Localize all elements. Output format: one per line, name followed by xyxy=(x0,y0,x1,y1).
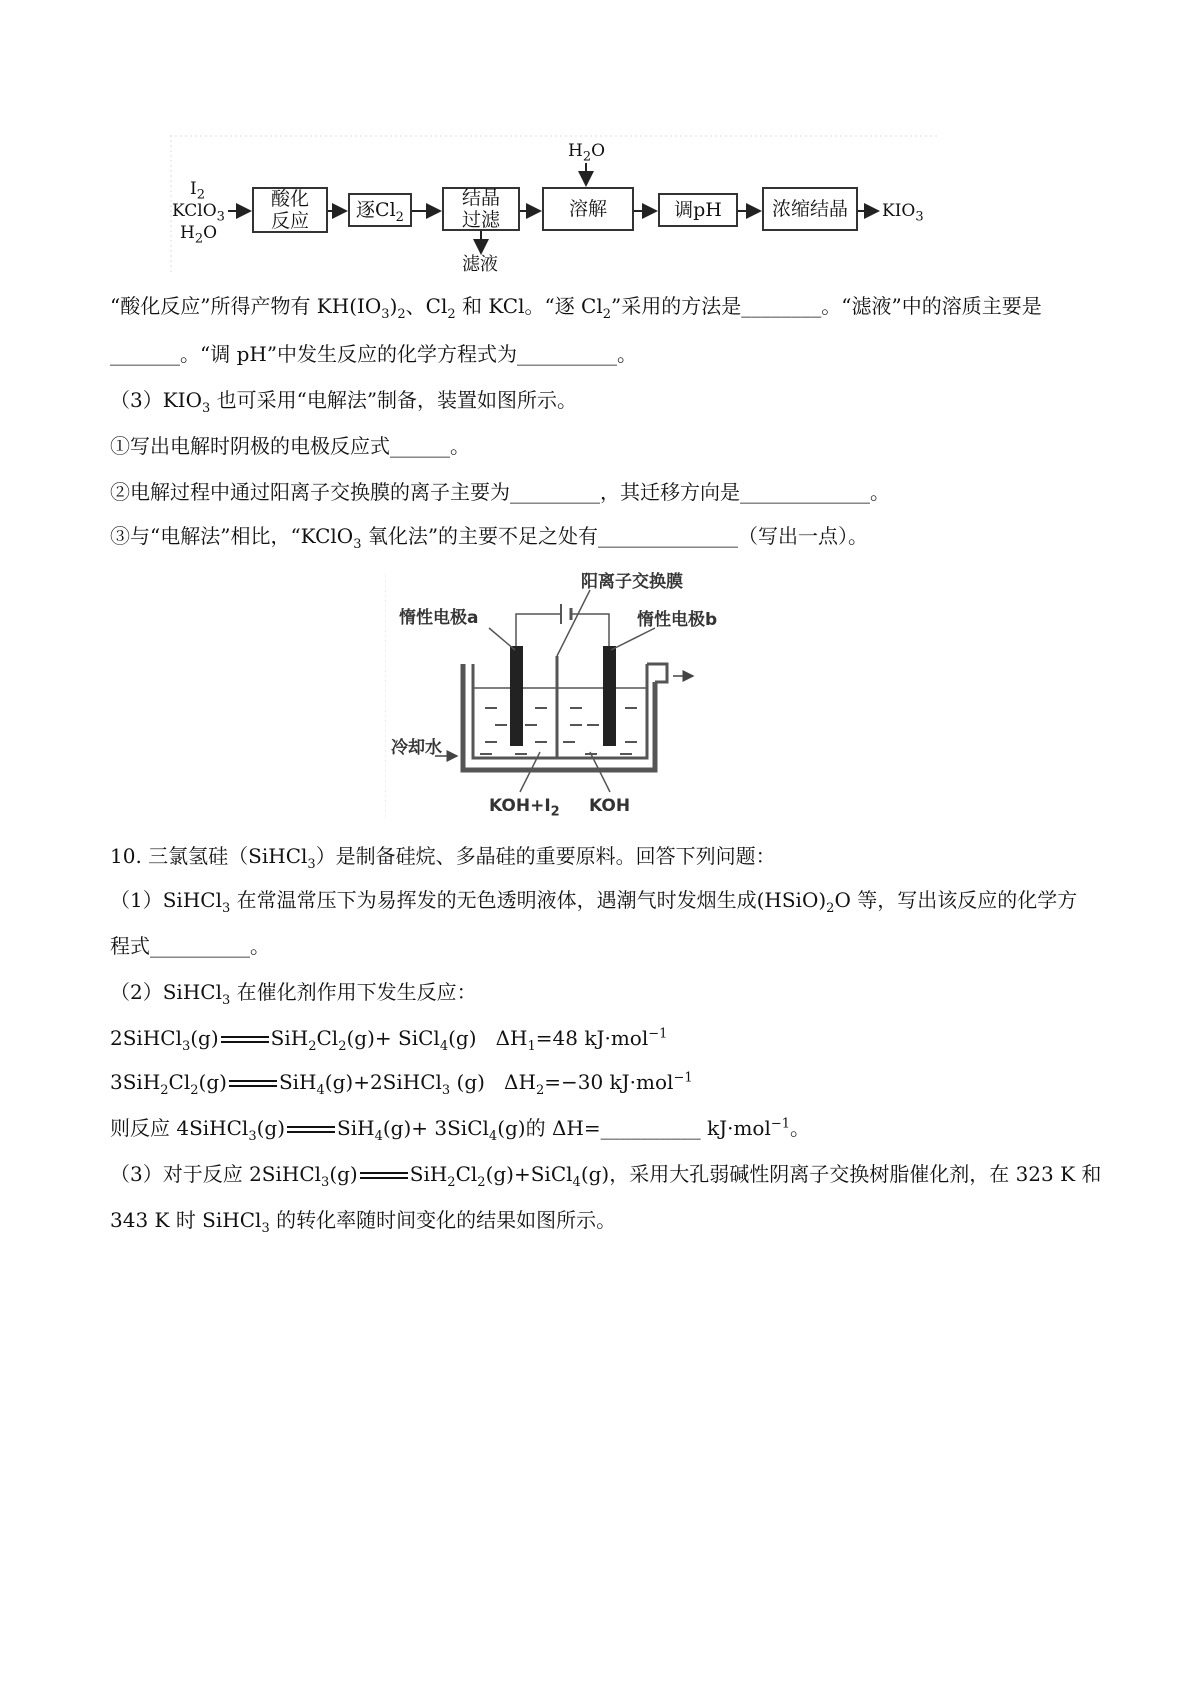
q10-part1-cont: 程式__________。 xyxy=(110,934,270,958)
q10-heading: 10. 三氯氢硅（SiHCl$_3$）是制备硅烷、多晶硅的重要原料。回答下列问题： xyxy=(110,844,776,872)
box-adjust-ph: 调pH xyxy=(658,193,738,227)
product-kio3: $KIO_3$ xyxy=(882,201,924,225)
equilibrium-sign xyxy=(287,1126,335,1134)
text-line-4: ①写出电解时阴极的电极反应式______。 xyxy=(110,434,470,458)
text-line-3: $(3)KIO_3$ 也可采用“电解法”制备，装置如图所示。 xyxy=(110,388,578,416)
process-flowchart xyxy=(170,135,940,280)
q10-part3-cont: 343 K 时 SiHCl$_3$ 的转化率随时间变化的结果如图所示。 xyxy=(110,1208,617,1236)
box-expel-cl2: 逐$Cl_2$ xyxy=(348,193,412,227)
right-solution-label: KOH xyxy=(589,796,631,816)
q10-part3: （3）对于反应 2SiHCl$_3$(g) $SiH_2Cl_2(g)+SiCl_4(g)$，采用大孔弱碱性阴离子交换树脂催化剂，在 323 K 和 xyxy=(110,1162,1102,1190)
equilibrium-sign xyxy=(221,1036,269,1044)
electrolysis-cell-diagram xyxy=(385,570,730,820)
text-line-2: _______。“调 pH”中发生反应的化学方程式为__________。 xyxy=(110,342,638,366)
equilibrium-sign xyxy=(360,1172,408,1180)
q10-part2: （2）SiHCl$_3$ 在催化剂作用下发生反应： xyxy=(110,980,477,1008)
box-dissolve: 溶解 xyxy=(542,187,634,231)
filtrate-label: 滤液 xyxy=(462,254,498,275)
text-line-5: ②电解过程中通过阳离子交换膜的离子主要为_________，其迁移方向是_____________。 xyxy=(110,480,890,504)
equilibrium-sign xyxy=(229,1080,277,1088)
text-line-6: ③与“电解法”相比，“KClO$_3$ 氧化法”的主要不足之处有______________（写出一点）。 xyxy=(110,524,869,552)
membrane-label: 阳离子交换膜 xyxy=(581,572,683,592)
input-i2: $I_2$ xyxy=(190,179,205,203)
cooling-water-label: 冷却水 xyxy=(391,738,442,758)
electrode-a-label: 惰性电极a xyxy=(399,608,479,628)
equation-3: 则反应 4SiHCl$_3$(g) SiH$_4$(g)+ 3SiCl$_4$(g)的 ΔH=__________ kJ·mol$^{-1}$。 xyxy=(110,1116,811,1144)
box-crystallize-filter: 结晶 过滤 xyxy=(442,187,520,231)
text-line-1: “酸化反应”所得产物有 $KH(IO_3)_2$、$Cl_2$ 和 KCl。“逐 $Cl_2$”采用的方法是________。“滤液”中的溶质主要是 xyxy=(110,294,1042,322)
input-h2o: $H_2O$ xyxy=(180,223,218,247)
box-concentrate-crystallize: 浓缩结晶 xyxy=(762,187,858,231)
electrode-b-label: 惰性电极b xyxy=(637,610,718,630)
q10-part1: （1）SiHCl$_3$ 在常温常压下为易挥发的无色透明液体，遇潮气时发烟生成$(HSiO)_2O$ 等，写出该反应的化学方 xyxy=(110,888,1078,916)
left-solution-label: $KOH+I_2$ xyxy=(489,796,560,820)
equation-2: $3SiH_2Cl_2(g)$ SiH$_4$(g)+2SiHCl$_3$ (g) $\Delta H_2=-30$ kJ·mol$^{-1}$ xyxy=(110,1070,693,1098)
input-kclo3: KClO$_3$ xyxy=(172,201,225,225)
box-acidification: 酸化 反应 xyxy=(252,187,328,233)
water-input-top: $H_2O$ xyxy=(568,141,606,165)
equation-1: 2SiHCl$_3$(g) $SiH_2Cl_2(g)+$ SiCl$_4$(g) $\Delta H_1=48$ kJ·mol$^{-1}$ xyxy=(110,1026,668,1054)
